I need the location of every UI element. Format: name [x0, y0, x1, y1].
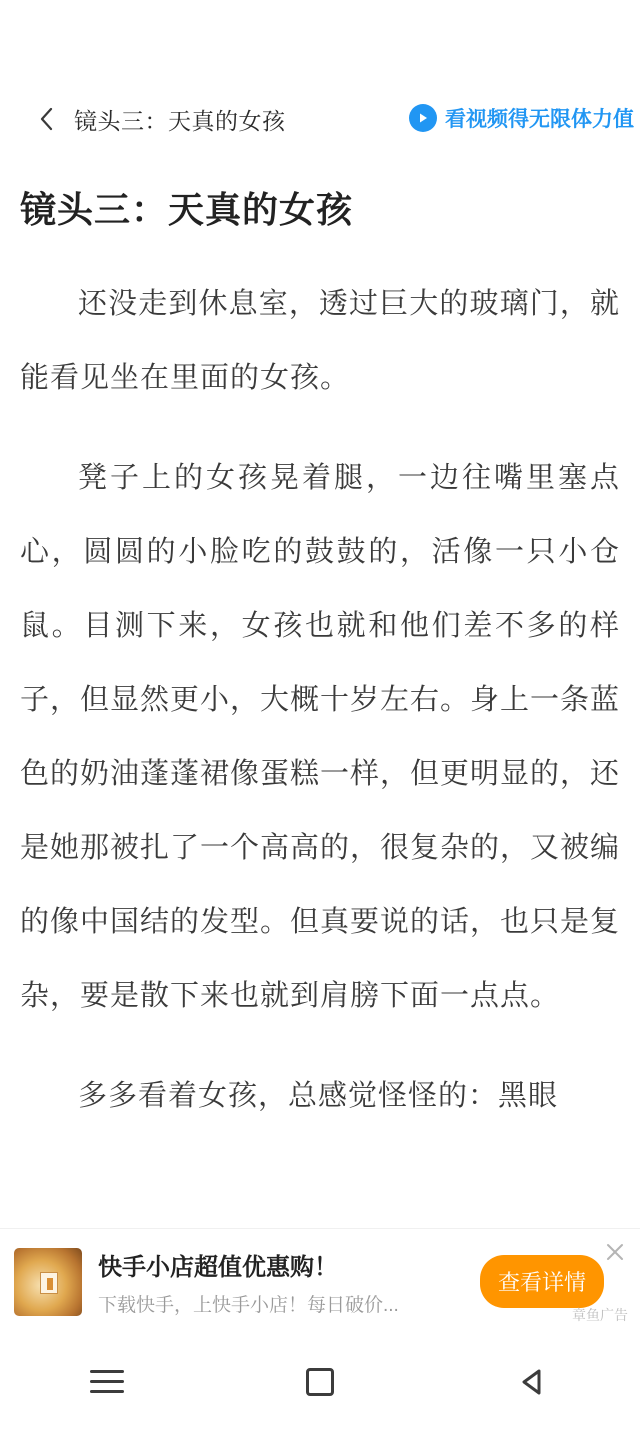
- paragraph: 还没走到休息室，透过巨大的玻璃门，就能看见坐在里面的女孩。: [20, 288, 620, 394]
- square-icon[interactable]: [265, 1334, 375, 1429]
- back-button[interactable]: [18, 95, 74, 143]
- chevron-left-icon: [39, 107, 53, 131]
- system-navigation-bar: [0, 1334, 640, 1429]
- nav-title: 镜头三：天真的女孩: [74, 107, 286, 134]
- hamburger-icon[interactable]: [52, 1334, 162, 1429]
- ad-cta-button[interactable]: 查看详情: [480, 1255, 604, 1308]
- close-icon[interactable]: [602, 1239, 628, 1265]
- paragraph: 凳子上的女孩晃着腿，一边往嘴里塞点心，圆圆的小脸吃的鼓鼓的，活像一只小仓鼠。目测下来，女孩也就和他们差不多的样子，但显然更小，大概十岁左右。身上一条蓝色的奶油蓬蓬裙像蛋糕一样，但更明显的，还是她那被扎了一个高高的，很复杂的，又被编的像中国结的发型。但真要说的话，也只是复杂，要是散下来也就到肩膀下面一点点。: [20, 462, 621, 1012]
- triangle-back-icon[interactable]: [478, 1334, 588, 1429]
- paragraph: 多多看着女孩，总感觉怪怪的：黑眼: [78, 1080, 559, 1112]
- ad-sponsor-label: 章鱼广告: [572, 1307, 628, 1323]
- navigation-bar: [0, 0, 640, 170]
- reward-banner[interactable]: [409, 96, 634, 140]
- play-circle-icon: [409, 104, 437, 132]
- reward-label: 看视频得无限体力值: [445, 108, 634, 131]
- ad-title: 快手小店超值优惠购！: [98, 1253, 338, 1281]
- product-image: [40, 1272, 58, 1294]
- ad-thumbnail: [14, 1248, 82, 1316]
- ad-subtitle: 下载快手，上快手小店！每日破价...: [98, 1294, 399, 1316]
- ad-text: [82, 1247, 470, 1317]
- page-title: 镜头三：天真的女孩: [20, 189, 354, 230]
- ad-banner[interactable]: [0, 1229, 640, 1334]
